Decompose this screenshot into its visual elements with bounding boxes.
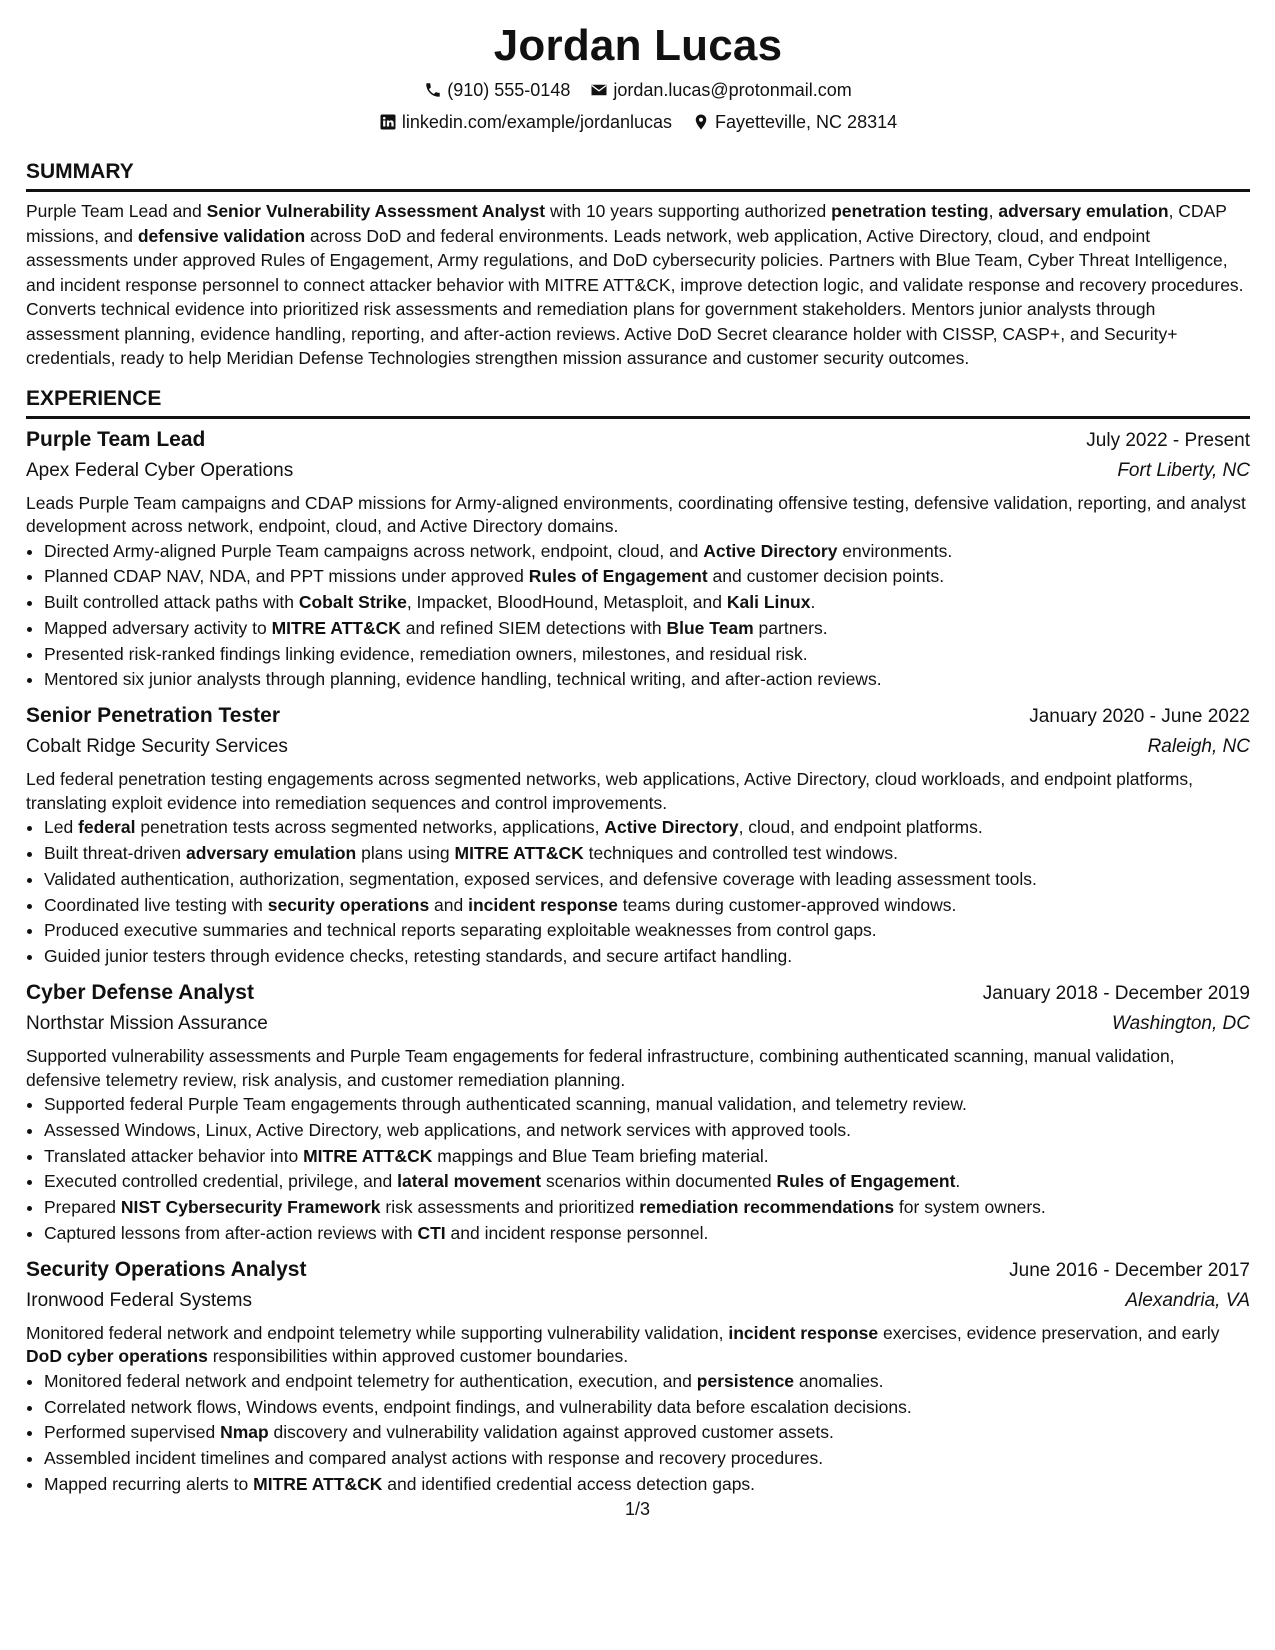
job-location: Alexandria, VA bbox=[1125, 1289, 1250, 1311]
text-run: Validated authentication, authorization, segmentation, exposed services, and defensive coverage with leading assessment tools. bbox=[44, 868, 1037, 889]
bold-phrase: Rules of Engagement bbox=[776, 1171, 956, 1192]
text-run: penetration tests across segmented networks, applications, bbox=[135, 817, 605, 838]
text-run: techniques and controlled test windows. bbox=[583, 843, 899, 864]
text-run: Purple Team Lead and bbox=[26, 201, 207, 221]
bullet-item bbox=[44, 667, 1250, 693]
company-name: Cobalt Ridge Security Services bbox=[26, 736, 288, 758]
bold-phrase: CTI bbox=[417, 1223, 446, 1244]
text-run: and customer decision points. bbox=[707, 566, 945, 587]
text-run: and bbox=[429, 894, 469, 915]
bold-phrase: Senior Vulnerability Assessment Analyst bbox=[206, 201, 546, 221]
bold-phrase: Active Directory bbox=[604, 817, 739, 838]
map-pin-icon bbox=[692, 113, 710, 131]
bullet-item bbox=[44, 944, 1250, 970]
job-subheader bbox=[26, 1286, 1250, 1316]
job-dates: June 2016 - December 2017 bbox=[1009, 1259, 1250, 1281]
text-run: Presented risk-ranked findings linking evidence, remediation owners, milestones, and residual risk. bbox=[44, 643, 808, 664]
bold-phrase: federal bbox=[78, 817, 136, 838]
location-text: Fayetteville, NC 28314 bbox=[715, 112, 898, 132]
bullet-item bbox=[44, 1118, 1250, 1144]
text-run: anomalies. bbox=[794, 1370, 884, 1391]
job-entry bbox=[26, 1255, 1250, 1498]
bold-phrase: incident response bbox=[728, 1322, 879, 1343]
text-run: Mentored six junior analysts through planning, evidence handling, technical writing, and after-action reviews. bbox=[44, 669, 882, 690]
text-run: across DoD and federal environments. Leads network, web application, Active Directory, cloud, and endpoint assessments under approved Rules of Engagement, Army regulations, and DoD cybersecurity policies. Partners with Blue Team, Cyber Threat Intelligence, and incident response personnel to connect attacker behavior with MITRE ATT&CK, improve detection logic, and validate response and recovery procedures. Converts technical evidence into prioritized risk assessments and remediation plans for government stakeholders. Mentors junior analysts through assessment planning, evidence handling, reporting, and after-action reviews. Active DoD Secret clearance holder with CISSP, CASP+, and Security+ credentials, ready to help Meridian Defense Technologies strengthen mission assurance and customer security outcomes. bbox=[26, 225, 1244, 368]
job-title: Purple Team Lead bbox=[26, 427, 206, 451]
bold-phrase: Blue Team bbox=[666, 617, 754, 638]
bullet-item bbox=[44, 539, 1250, 565]
candidate-name: Jordan Lucas bbox=[493, 21, 783, 70]
text-run: and incident response personnel. bbox=[445, 1223, 709, 1244]
phone-text: (910) 555-0148 bbox=[447, 80, 571, 100]
text-run: scenarios within documented bbox=[541, 1171, 777, 1192]
text-run: Supported vulnerability assessments and Purple Team engagements for federal infrastructure, combining authenticated scanning, manual validation, defensive telemetry review, risk analysis, and customer remediation planning. bbox=[26, 1046, 1175, 1090]
bold-phrase: NIST Cybersecurity Framework bbox=[120, 1197, 381, 1218]
bold-phrase: incident response bbox=[468, 894, 618, 915]
bullet-item bbox=[44, 918, 1250, 944]
text-run: environments. bbox=[837, 540, 953, 561]
contact-row-secondary bbox=[26, 110, 1250, 134]
bullet-item bbox=[44, 1195, 1250, 1221]
job-title: Cyber Defense Analyst bbox=[26, 981, 254, 1005]
text-run: Supported federal Purple Team engagements through authenticated scanning, manual validation, and telemetry review. bbox=[44, 1094, 967, 1115]
bold-phrase: DoD cyber operations bbox=[26, 1346, 208, 1367]
job-list bbox=[26, 425, 1250, 1498]
bold-phrase: MITRE ATT&CK bbox=[271, 617, 401, 638]
bullet-item bbox=[44, 616, 1250, 642]
bullet-item bbox=[44, 893, 1250, 919]
bold-phrase: Kali Linux bbox=[726, 592, 811, 613]
bullet-item bbox=[44, 867, 1250, 893]
experience-section bbox=[26, 385, 1250, 1498]
job-subheader bbox=[26, 456, 1250, 486]
text-run: Performed supervised bbox=[44, 1422, 221, 1443]
job-subheader bbox=[26, 732, 1250, 762]
linkedin-text: linkedin.com/example/jordanlucas bbox=[401, 112, 673, 132]
text-run: . bbox=[955, 1171, 961, 1192]
job-dates: July 2022 - Present bbox=[1086, 429, 1250, 451]
text-run: Assessed Windows, Linux, Active Directory, web applications, and network services with approved tools. bbox=[44, 1119, 851, 1140]
text-run: for system owners. bbox=[894, 1197, 1046, 1218]
job-header bbox=[26, 701, 1250, 732]
job-description bbox=[26, 1045, 1250, 1092]
experience-heading: EXPERIENCE bbox=[26, 385, 1250, 419]
text-run: Prepared bbox=[44, 1197, 121, 1218]
bullet-item bbox=[44, 1092, 1250, 1118]
text-run: plans using bbox=[356, 843, 455, 864]
bullet-item bbox=[44, 815, 1250, 841]
text-run: Monitored federal network and endpoint telemetry for authentication, execution, and bbox=[44, 1370, 697, 1391]
job-bullets bbox=[26, 539, 1250, 694]
summary-section bbox=[26, 158, 1250, 371]
text-run: partners. bbox=[753, 617, 828, 638]
text-run: Built controlled attack paths with bbox=[44, 592, 299, 613]
bold-phrase: defensive validation bbox=[137, 225, 306, 246]
text-run: Executed controlled credential, privilege, and bbox=[44, 1171, 398, 1192]
text-run: Produced executive summaries and technical reports separating exploitable weaknesses from control gaps. bbox=[44, 920, 877, 941]
text-run: , bbox=[988, 201, 999, 221]
text-run: Mapped recurring alerts to bbox=[44, 1474, 254, 1495]
summary-paragraph bbox=[26, 199, 1250, 371]
bold-phrase: remediation recommendations bbox=[639, 1197, 895, 1218]
job-subheader bbox=[26, 1009, 1250, 1039]
bullet-item bbox=[44, 1420, 1250, 1446]
bullet-item bbox=[44, 1472, 1250, 1498]
text-run: Led federal penetration testing engagements across segmented networks, web applications, Active Directory, cloud workloads, and endpoint platforms, translating exploit evidence into remediation sequences and control improvements. bbox=[26, 769, 1193, 813]
phone-contact[interactable] bbox=[424, 78, 570, 102]
contact-row-primary bbox=[26, 78, 1250, 102]
job-location: Fort Liberty, NC bbox=[1117, 459, 1250, 481]
text-run: , cloud, and endpoint platforms. bbox=[738, 817, 983, 838]
bold-phrase: lateral movement bbox=[397, 1171, 542, 1192]
bold-phrase: penetration testing bbox=[831, 201, 989, 221]
company-name: Northstar Mission Assurance bbox=[26, 1013, 268, 1035]
job-entry bbox=[26, 701, 1250, 970]
text-run: Coordinated live testing with bbox=[44, 894, 268, 915]
job-location: Washington, DC bbox=[1112, 1013, 1250, 1035]
text-run: Mapped adversary activity to bbox=[44, 617, 272, 638]
bullet-item bbox=[44, 1395, 1250, 1421]
email-text: jordan.lucas@protonmail.com bbox=[613, 80, 852, 100]
bullet-item bbox=[44, 841, 1250, 867]
text-run: teams during customer-approved windows. bbox=[617, 894, 957, 915]
text-run: mappings and Blue Team briefing material. bbox=[432, 1145, 769, 1166]
location-contact bbox=[692, 110, 897, 134]
bold-phrase: Nmap bbox=[220, 1422, 269, 1443]
bold-phrase: MITRE ATT&CK bbox=[303, 1145, 433, 1166]
text-run: . bbox=[810, 592, 816, 613]
page-number: 1/3 bbox=[624, 1499, 651, 1519]
job-description bbox=[26, 768, 1250, 815]
text-run: Translated attacker behavior into bbox=[44, 1145, 304, 1166]
bullet-item bbox=[44, 564, 1250, 590]
job-location: Raleigh, NC bbox=[1147, 736, 1250, 758]
bold-phrase: adversary emulation bbox=[998, 201, 1169, 221]
job-dates: January 2018 - December 2019 bbox=[982, 983, 1250, 1005]
bullet-item bbox=[44, 590, 1250, 616]
job-description bbox=[26, 1322, 1250, 1369]
text-run: with 10 years supporting authorized bbox=[545, 201, 832, 221]
bold-phrase: Rules of Engagement bbox=[528, 566, 708, 587]
summary-heading: SUMMARY bbox=[26, 158, 1250, 192]
bullet-item bbox=[44, 1446, 1250, 1472]
bullet-item bbox=[44, 642, 1250, 668]
job-header bbox=[26, 978, 1250, 1009]
text-run: and refined SIEM detections with bbox=[400, 617, 667, 638]
text-run: Leads Purple Team campaigns and CDAP missions for Army-aligned environments, coordinating offensive testing, defensive validation, reporting, and analyst development across network, endpoint, cloud, and Active Directory domains. bbox=[26, 492, 1246, 536]
linkedin-contact[interactable] bbox=[379, 110, 672, 134]
text-run: Correlated network flows, Windows events, endpoint findings, and vulnerability data before escalation decisions. bbox=[44, 1396, 912, 1417]
job-bullets bbox=[26, 1092, 1250, 1247]
job-title: Senior Penetration Tester bbox=[26, 704, 281, 728]
job-title: Security Operations Analyst bbox=[26, 1257, 307, 1281]
text-run: discovery and vulnerability validation against approved customer assets. bbox=[268, 1422, 834, 1443]
text-run: exercises, evidence preservation, and early bbox=[878, 1322, 1220, 1343]
job-description bbox=[26, 492, 1250, 539]
job-header bbox=[26, 425, 1250, 456]
email-contact[interactable] bbox=[590, 78, 851, 102]
text-run: , CDAP missions, and bbox=[26, 201, 1227, 246]
bold-phrase: Active Directory bbox=[703, 540, 838, 561]
resume-page bbox=[26, 18, 1250, 1498]
text-run: Directed Army-aligned Purple Team campaigns across network, endpoint, cloud, and bbox=[44, 540, 704, 561]
bold-phrase: persistence bbox=[696, 1370, 795, 1391]
linkedin-icon bbox=[379, 113, 397, 131]
bold-phrase: adversary emulation bbox=[186, 843, 357, 864]
job-entry bbox=[26, 978, 1250, 1247]
text-run: risk assessments and prioritized bbox=[380, 1197, 640, 1218]
text-run: Guided junior testers through evidence checks, retesting standards, and secure artifact handling. bbox=[44, 946, 793, 967]
bold-phrase: security operations bbox=[267, 894, 430, 915]
bullet-item bbox=[44, 1221, 1250, 1247]
text-run: Built threat-driven bbox=[44, 843, 187, 864]
phone-icon bbox=[424, 81, 442, 99]
bullet-item bbox=[44, 1144, 1250, 1170]
company-name: Ironwood Federal Systems bbox=[26, 1289, 252, 1311]
job-entry bbox=[26, 425, 1250, 694]
text-run: and identified credential access detection gaps. bbox=[382, 1474, 756, 1495]
job-dates: January 2020 - June 2022 bbox=[1029, 706, 1250, 728]
text-run: responsibilities within approved customer boundaries. bbox=[207, 1346, 629, 1367]
bullet-item bbox=[44, 1369, 1250, 1395]
text-run: Monitored federal network and endpoint telemetry while supporting vulnerability validation, bbox=[26, 1322, 729, 1343]
job-bullets bbox=[26, 1369, 1250, 1498]
job-bullets bbox=[26, 815, 1250, 970]
bold-phrase: MITRE ATT&CK bbox=[454, 843, 584, 864]
bold-phrase: Cobalt Strike bbox=[298, 592, 407, 613]
company-name: Apex Federal Cyber Operations bbox=[26, 459, 294, 481]
text-run: Assembled incident timelines and compared analyst actions with response and recovery procedures. bbox=[44, 1448, 824, 1469]
bullet-item bbox=[44, 1169, 1250, 1195]
text-run: Planned CDAP NAV, NDA, and PPT missions under approved bbox=[44, 566, 529, 587]
text-run: Captured lessons from after-action reviews with bbox=[44, 1223, 418, 1244]
text-run: , Impacket, BloodHound, Metasploit, and bbox=[406, 592, 727, 613]
envelope-icon bbox=[590, 81, 608, 99]
bold-phrase: MITRE ATT&CK bbox=[253, 1474, 383, 1495]
text-run: Led bbox=[44, 817, 79, 838]
job-header bbox=[26, 1255, 1250, 1286]
